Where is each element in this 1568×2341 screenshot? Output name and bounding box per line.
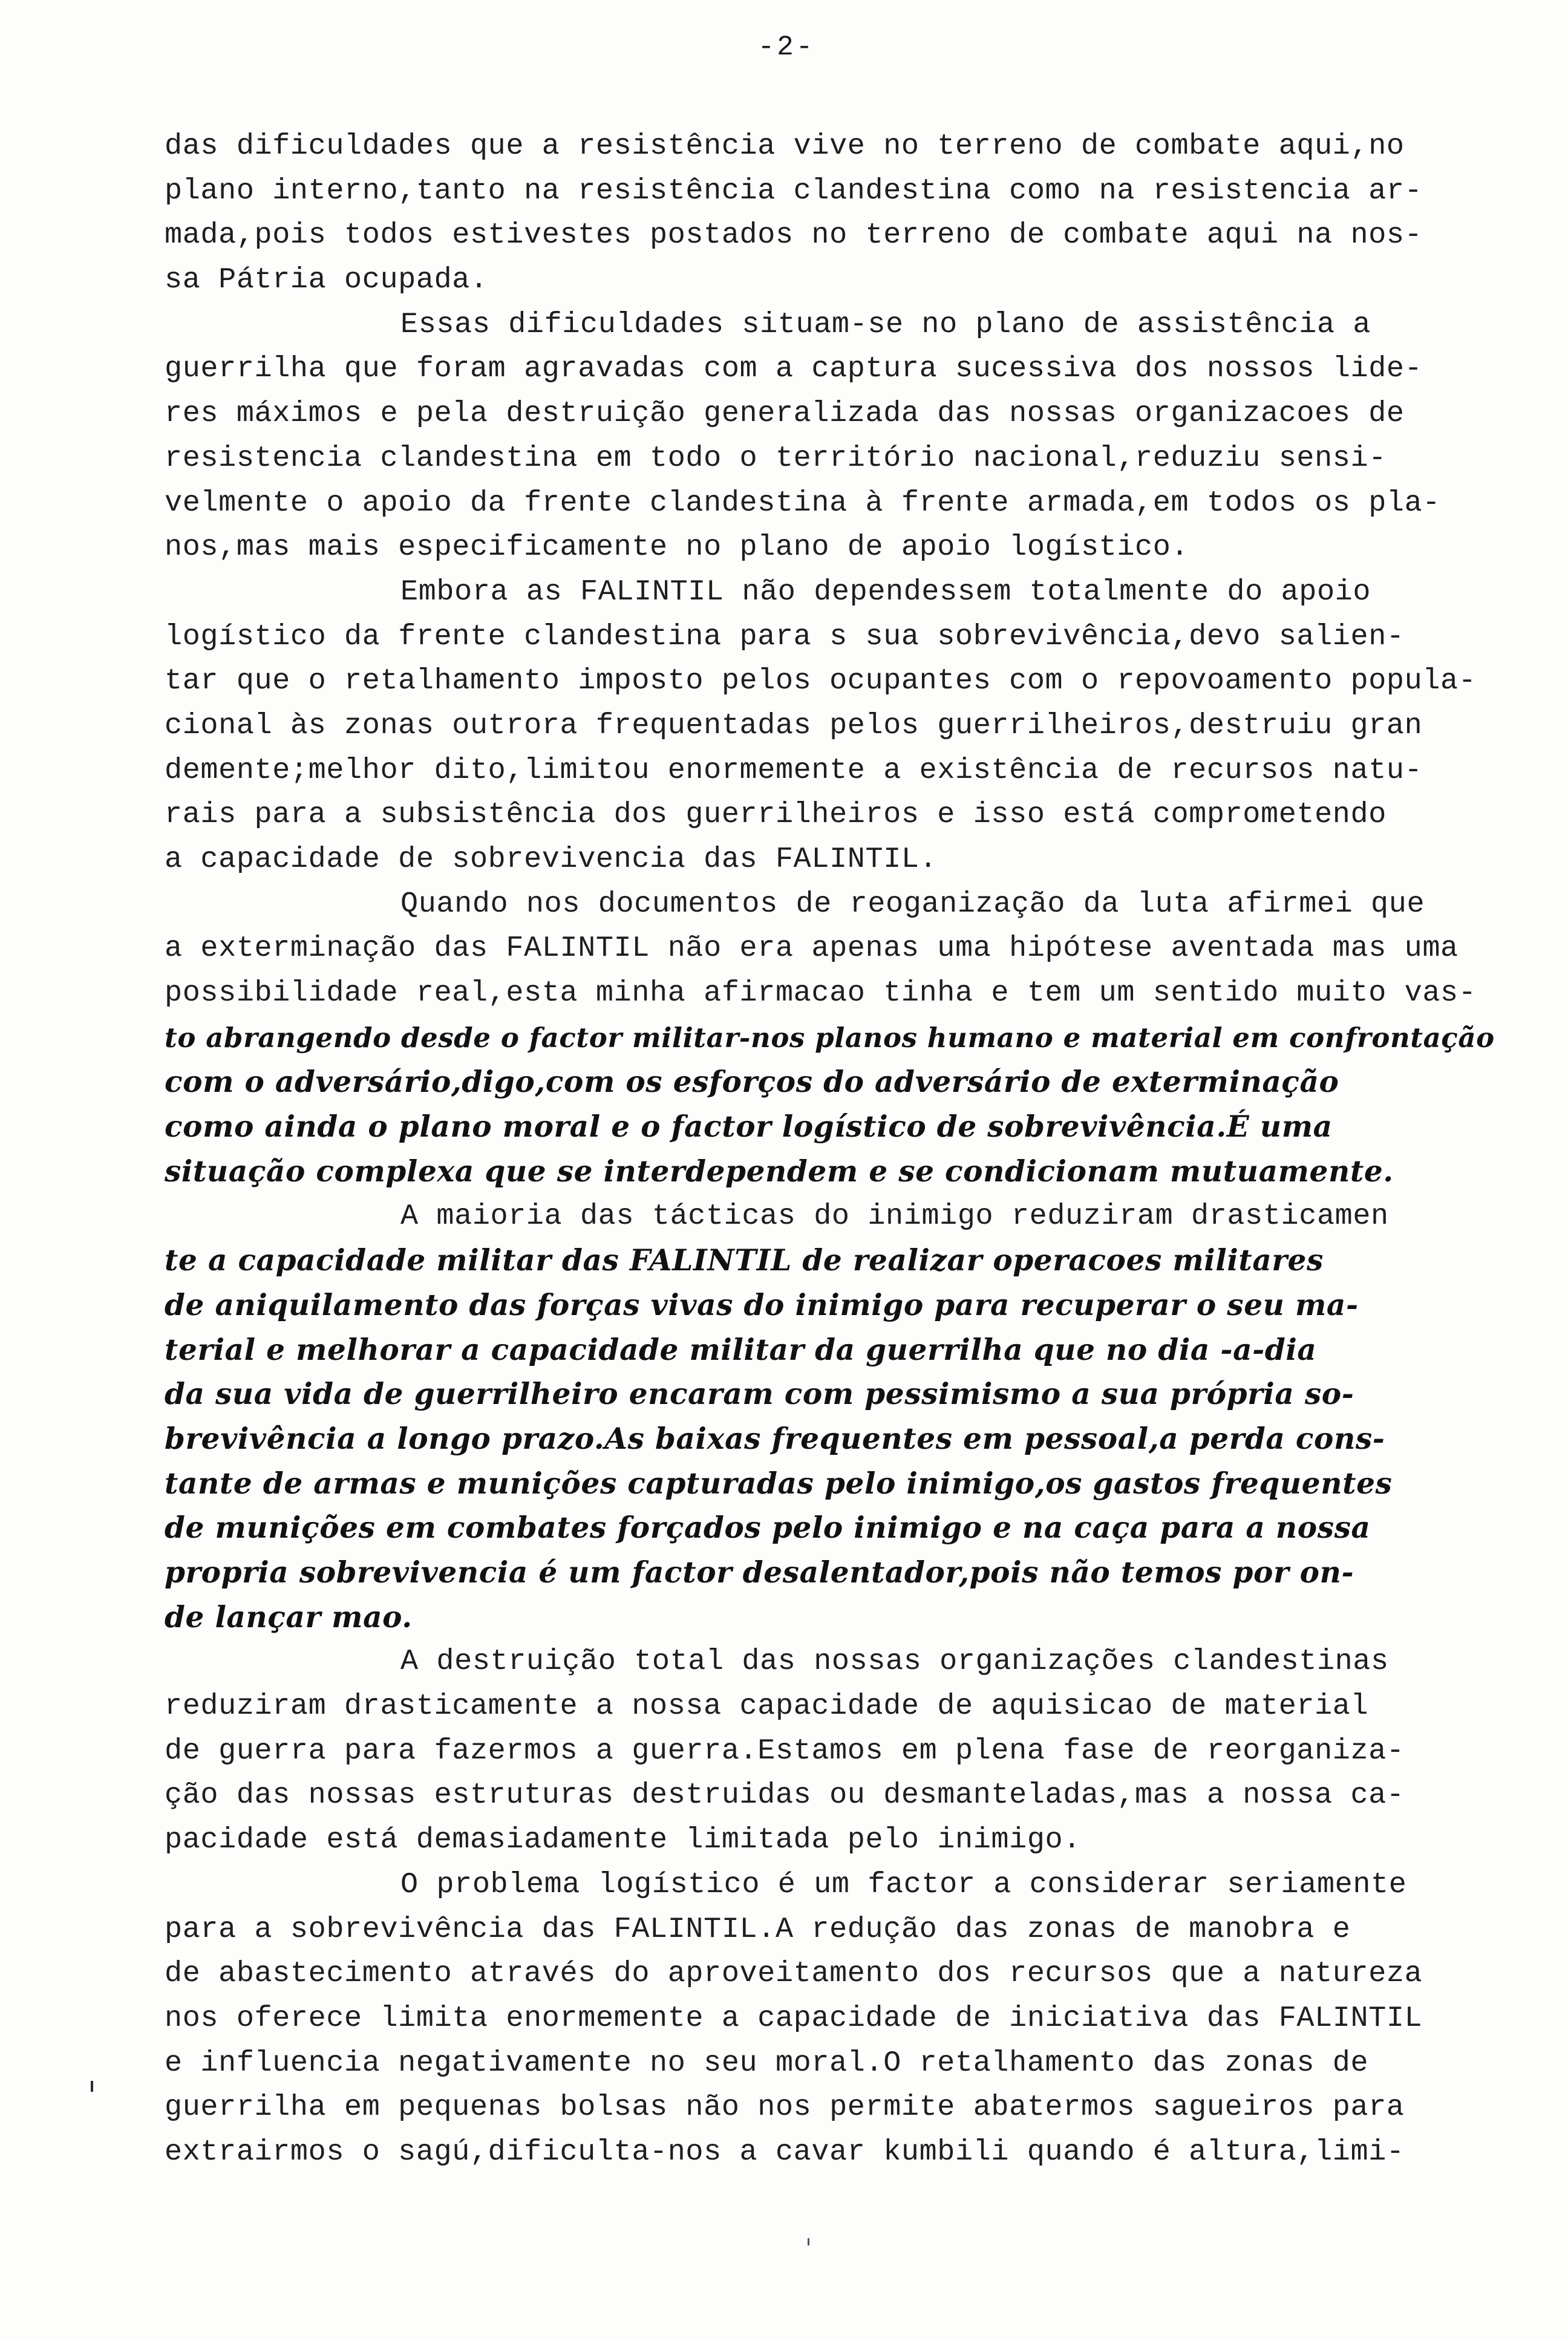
paragraph-first-line: O problema logístico é um factor a considerar seriamente [400, 1867, 1407, 1901]
handwritten-correction-line: situação complexa que se interdependem e se condicionam mutuamente. [165, 1154, 1394, 1189]
text-line: nos oferece limita enormemente a capacidade de iniciativa das FALINTIL [165, 2001, 1423, 2035]
text-line: de abastecimento através do aproveitamento dos recursos que a natureza [165, 1957, 1423, 1991]
paragraph-first-line: Embora as FALINTIL não dependessem totalmente do apoio [400, 575, 1371, 609]
text-line: pacidade está demasiadamente limitada pelo inimigo. [165, 1823, 1081, 1857]
paragraph-first-line: A maioria das tácticas do inimigo reduziram drasticamen [400, 1199, 1389, 1233]
text-line: possibilidade real,esta minha afirmacao tinha e tem um sentido muito vas- [165, 976, 1477, 1010]
text-line: das dificuldades que a resistência vive no terreno de combate aqui,no [165, 129, 1405, 163]
handwritten-correction-line: tante de armas e munições capturadas pelo inimigo,os gastos frequentes [165, 1466, 1393, 1501]
margin-mark [91, 2081, 93, 2092]
text-line: tar que o retalhamento imposto pelos ocupantes com o repovoamento popula- [165, 664, 1477, 698]
text-line: guerrilha que foram agravadas com a captura sucessiva dos nossos lide- [165, 352, 1423, 386]
text-line: plano interno,tanto na resistência clandestina como na resistencia ar- [165, 174, 1423, 207]
text-line: de guerra para fazermos a guerra.Estamos em plena fase de reorganiza- [165, 1734, 1405, 1768]
text-line: extrairmos o sagú,dificulta-nos a cavar kumbili quando é altura,limi- [165, 2135, 1405, 2169]
text-line: res máximos e pela destruição generalizada das nossas organizacoes de [165, 397, 1405, 431]
paragraph-first-line: A destruição total das nossas organizações clandestinas [400, 1645, 1389, 1679]
page-number: -2- [757, 31, 815, 63]
handwritten-correction-line: de munições em combates forçados pelo inimigo e na caça para a nossa [165, 1510, 1371, 1546]
handwritten-correction-line: de aniquilamento das forças vivas do inimigo para recuperar o seu ma- [165, 1287, 1359, 1322]
handwritten-correction-line: de lançar mao. [165, 1599, 413, 1634]
text-line: e influencia negativamente no seu moral.O retalhamento das zonas de [165, 2046, 1369, 2080]
text-line: para a sobrevivência das FALINTIL.A redução das zonas de manobra e [165, 1912, 1351, 1946]
document-body [165, 124, 1495, 2175]
text-line: mada,pois todos estivestes postados no terreno de combate aqui na nos- [165, 218, 1423, 252]
text-line: logístico da frente clandestina para s sua sobrevivência,devo salien- [165, 619, 1405, 653]
paragraph-first-line: Essas dificuldades situam-se no plano de assistência a [400, 307, 1371, 341]
handwritten-correction-line: propria sobrevivencia é um factor desalentador,pois não temos por on- [165, 1555, 1354, 1590]
text-line: a exterminação das FALINTIL não era apenas uma hipótese aventada mas uma [165, 932, 1459, 965]
handwritten-correction-line: como ainda o plano moral e o factor logístico de sobrevivência.É uma [165, 1109, 1333, 1144]
text-line: ção das nossas estruturas destruidas ou desmanteladas,mas a nossa ca- [165, 1778, 1405, 1812]
text-line: demente;melhor dito,limitou enormemente a existência de recursos natu- [165, 753, 1423, 787]
paragraph-first-line: Quando nos documentos de reoganização da luta afirmei que [400, 887, 1425, 921]
handwritten-correction-line: te a capacidade militar das FALINTIL de realizar operacoes militares [165, 1243, 1324, 1278]
text-line: cional às zonas outrora frequentadas pelos guerrilheiros,destruiu gran [165, 708, 1423, 742]
handwritten-correction-line: com o adversário,digo,com os esforços do adversário de exterminação [165, 1065, 1339, 1100]
handwritten-correction-line: da sua vida de guerrilheiro encaram com pessimismo a sua própria so- [165, 1377, 1354, 1412]
scan-speck [808, 2238, 809, 2245]
handwritten-correction-line: brevivência a longo prazo.As baixas frequentes em pessoal,a perda cons- [165, 1421, 1385, 1456]
text-line: reduziram drasticamente a nossa capacidade de aquisicao de material [165, 1690, 1369, 1723]
text-line: a capacidade de sobrevivencia das FALINTIL. [165, 843, 938, 876]
text-line: velmente o apoio da frente clandestina à frente armada,em todos os pla- [165, 486, 1441, 520]
handwritten-correction-line: to abrangendo desde o factor militar-nos planos humano e material em confrontação [165, 1021, 1495, 1054]
text-line: resistencia clandestina em todo o território nacional,reduziu sensi- [165, 441, 1387, 475]
text-line: rais para a subsistência dos guerrilheiros e isso está comprometendo [165, 798, 1387, 832]
text-line: guerrilha em pequenas bolsas não nos permite abatermos sagueiros para [165, 2091, 1405, 2124]
text-line: sa Pátria ocupada. [165, 263, 488, 297]
text-line: nos,mas mais especificamente no plano de apoio logístico. [165, 531, 1189, 564]
handwritten-correction-line: terial e melhorar a capacidade militar da guerrilha que no dia -a-dia [165, 1332, 1317, 1367]
